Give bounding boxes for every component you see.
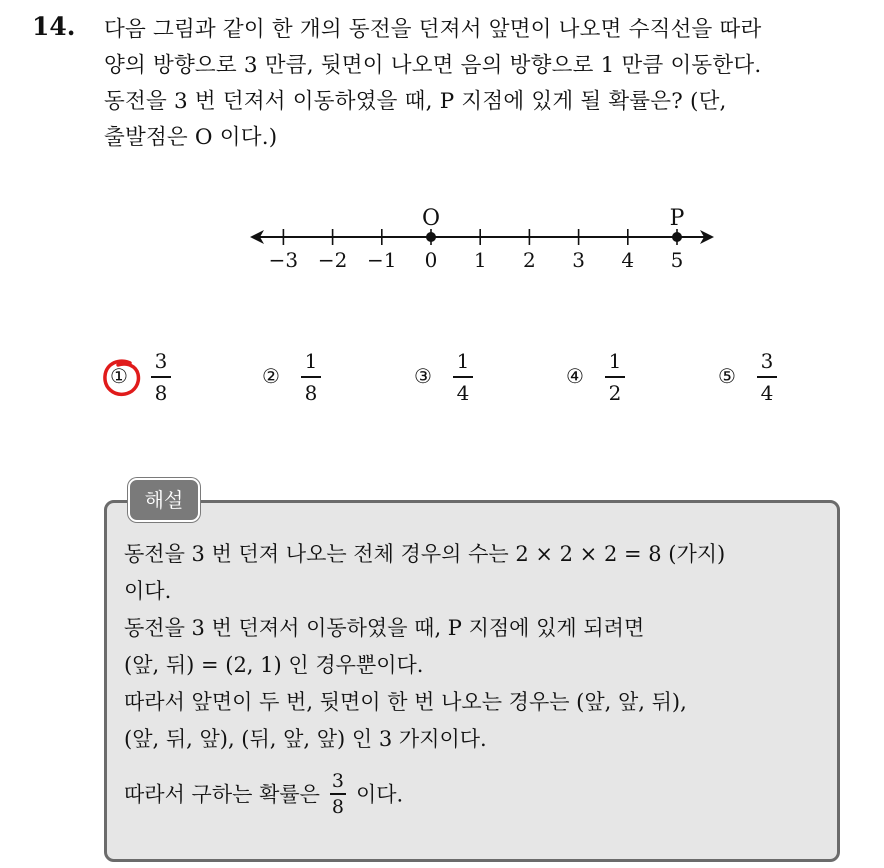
tick-label: 5 — [670, 248, 684, 272]
choice-fraction — [754, 348, 780, 406]
choice-fraction — [450, 348, 476, 406]
point-p — [672, 232, 682, 242]
tick-label: −2 — [317, 248, 348, 272]
choice-fraction — [298, 348, 324, 406]
solution-line: (앞, 뒤, 앞), (뒤, 앞, 앞) 인 3 가지이다. — [124, 727, 487, 751]
question-number: 14. — [32, 12, 76, 41]
choice-fraction — [148, 348, 174, 406]
solution-line: 동전을 3 번 던져서 이동하였을 때, P 지점에 있게 되려면 — [124, 616, 645, 640]
denominator: 8 — [154, 380, 168, 405]
solution-text — [124, 536, 836, 820]
tick-label: −1 — [367, 248, 397, 272]
fraction-bar — [453, 376, 473, 378]
tick-label: 1 — [473, 248, 487, 272]
tick-label: −3 — [268, 248, 299, 272]
solution-line: (앞, 뒤) = (2, 1) 인 경우뿐이다. — [124, 653, 424, 677]
numerator: 1 — [304, 349, 318, 373]
question-text — [104, 12, 864, 156]
fraction-bar — [757, 376, 777, 378]
denominator: 8 — [331, 795, 344, 818]
solution-line: 이다. — [124, 579, 172, 603]
question-line: 양의 방향으로 3 만큼, 뒷면이 나오면 음의 방향으로 1 만큼 이동한다. — [104, 53, 762, 78]
fraction-bar — [605, 376, 625, 378]
question-line: 다음 그림과 같이 한 개의 동전을 던져서 앞면이 나오면 수직선을 따라 — [104, 17, 762, 42]
final-prefix: 따라서 구하는 확률은 — [124, 782, 320, 807]
numerator: 1 — [608, 349, 622, 373]
denominator: 4 — [456, 380, 470, 405]
question-line: 동전을 3 번 던져서 이동하였을 때, P 지점에 있게 될 확률은? (단, — [104, 89, 727, 114]
denominator: 8 — [304, 380, 318, 405]
choice-mark: ⑤ — [718, 364, 736, 388]
solution-line: 따라서 앞면이 두 번, 뒷면이 한 번 나오는 경우는 (앞, 앞, 뒤), — [124, 690, 687, 714]
numerator: 3 — [760, 349, 774, 373]
number-line — [240, 196, 720, 276]
numerator: 3 — [331, 770, 344, 792]
solution-final-line — [124, 772, 836, 820]
choice-fraction — [602, 348, 628, 406]
fraction-bar — [330, 793, 346, 795]
solution-line: 동전을 3 번 던져 나오는 전체 경우의 수는 2 × 2 × 2 = 8 (가지) — [124, 542, 726, 566]
tick-label: 0 — [424, 248, 438, 272]
fraction-bar — [301, 376, 321, 378]
denominator: 4 — [760, 380, 774, 405]
choice-mark: ③ — [414, 364, 432, 388]
solution-badge: 해설 — [128, 478, 200, 522]
point-o-label: O — [421, 206, 441, 231]
choice-mark: ① — [110, 364, 128, 388]
final-fraction — [328, 770, 348, 818]
question-line: 출발점은 O 이다.) — [104, 125, 278, 150]
numerator: 1 — [456, 349, 470, 373]
point-o — [426, 232, 436, 242]
tick-label: 3 — [572, 248, 585, 272]
tick-label: 4 — [621, 248, 635, 272]
fraction-bar — [151, 376, 171, 378]
numerator: 3 — [154, 349, 168, 373]
denominator: 2 — [608, 380, 622, 405]
point-p-label: P — [669, 206, 685, 231]
choice-mark: ④ — [566, 364, 584, 388]
tick-label: 2 — [523, 248, 536, 272]
choice-mark: ② — [262, 364, 280, 388]
final-suffix: 이다. — [355, 782, 404, 807]
